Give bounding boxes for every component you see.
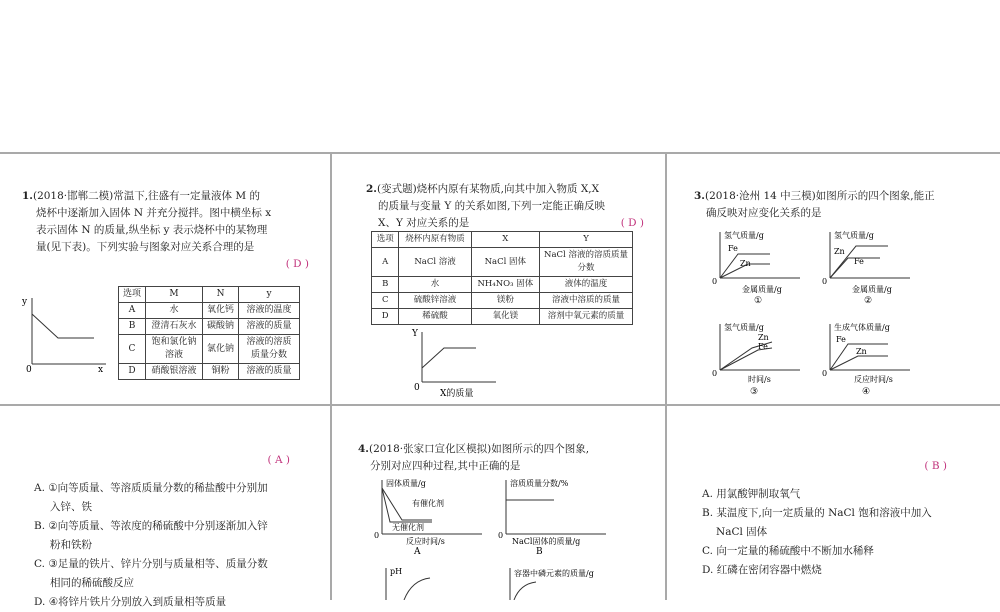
q2-x-label: X的质量 — [440, 389, 474, 399]
question-2-text: 2.(变式题)烧杯内原有某物质,向其中加入物质 X,X 的质量与变量 Y 的关系如图,下列一定能正确反映 X、Y 对应关系的是 ( D ) — [366, 181, 656, 232]
question-1-answer: ( D ) — [285, 258, 309, 270]
svg-text:氢气质量/g: 氢气质量/g — [724, 323, 764, 332]
q1-y-label: y — [22, 297, 28, 307]
svg-text:氢气质量/g: 氢气质量/g — [724, 231, 764, 240]
svg-text:金属质量/g: 金属质量/g — [852, 285, 892, 294]
svg-text:0: 0 — [498, 531, 504, 540]
svg-text:Fe: Fe — [758, 342, 768, 351]
svg-text:NaCl固体的质量/g: NaCl固体的质量/g — [512, 537, 581, 546]
question-4-graph-b — [496, 476, 616, 556]
question-2-graph — [400, 324, 510, 400]
svg-text:时间/s: 时间/s — [748, 375, 771, 384]
svg-text:①: ① — [754, 296, 763, 306]
svg-text:B: B — [536, 547, 543, 556]
question-3-graph-1 — [708, 226, 808, 306]
question-1-graph — [18, 292, 113, 374]
table-row: A 水 氧化钙 溶液的温度 — [119, 303, 300, 319]
svg-text:0: 0 — [374, 531, 380, 540]
left-column-divider — [330, 152, 332, 600]
svg-text:0: 0 — [822, 369, 828, 378]
svg-text:0: 0 — [712, 369, 718, 378]
question-3-graph-3 — [708, 318, 808, 398]
q2-y-label: Y — [412, 329, 418, 339]
question-4-answer: ( B ) — [924, 460, 947, 472]
question-3-graph-4 — [818, 318, 918, 398]
question-3-answer: ( A ) — [267, 454, 290, 466]
q2-origin: 0 — [414, 383, 420, 393]
svg-text:氢气质量/g: 氢气质量/g — [834, 231, 874, 240]
svg-text:②: ② — [864, 296, 873, 306]
svg-text:④: ④ — [862, 387, 871, 397]
table-row: C 硫酸锌溶液 镁粉 溶液中溶质的质量 — [372, 293, 633, 309]
svg-text:容器中磷元素的质量/g: 容器中磷元素的质量/g — [514, 569, 594, 578]
svg-text:Fe: Fe — [728, 244, 738, 253]
svg-text:0: 0 — [822, 277, 828, 286]
top-divider — [0, 152, 1000, 154]
question-2-answer: ( D ) — [620, 217, 644, 229]
table-row: C 饱和氯化钠溶液 氯化钠 溶液的溶质质量分数 — [119, 335, 300, 364]
question-2-table — [371, 231, 633, 325]
question-4-graph-c — [376, 562, 486, 600]
right-column-divider — [665, 152, 667, 600]
svg-text:无催化剂: 无催化剂 — [392, 523, 424, 532]
table-header-row: 选项 M N y — [119, 287, 300, 303]
middle-divider — [0, 404, 1000, 406]
question-1-text: 1.(2018·邯郸二模)常温下,往盛有一定量液体 M 的 烧杯中逐渐加入固体 N 并充分搅拌。图中横坐标 x 表示固体 N 的质量,纵坐标 y 表示烧杯中的某物理 量(见下表)。下列实验与图象对应关系合理的是 ( D ) — [22, 188, 317, 273]
table-row: B 澄清石灰水 碳酸钠 溶液的质量 — [119, 319, 300, 335]
question-3-text: 3.(2018·沧州 14 中三模)如图所示的四个图象,能正 确反映对应变化关系的是 — [694, 190, 935, 219]
svg-text:pH: pH — [390, 567, 403, 576]
table-row: A NaCl 溶液 NaCl 固体 NaCl 溶液的溶质质量分数 — [372, 248, 633, 277]
table-row: B 水 NH₄NO₃ 固体 液体的温度 — [372, 277, 633, 293]
table-row: D 稀硫酸 氧化镁 溶剂中氧元素的质量 — [372, 309, 633, 325]
svg-text:Zn: Zn — [740, 259, 751, 268]
q1-origin: 0 — [26, 365, 32, 374]
svg-text:生成气体质量/g: 生成气体质量/g — [834, 323, 890, 332]
svg-text:反应时间/s: 反应时间/s — [854, 375, 893, 384]
svg-text:反应时间/s: 反应时间/s — [406, 537, 445, 546]
svg-text:溶质质量分数/%: 溶质质量分数/% — [510, 479, 569, 488]
q1-x-label: x — [98, 365, 104, 374]
svg-text:金属质量/g: 金属质量/g — [742, 285, 782, 294]
svg-text:Zn: Zn — [834, 247, 845, 256]
svg-text:Fe: Fe — [836, 335, 846, 344]
question-3-options: ( A ) A. ①向等质量、等溶质质量分数的稀盐酸中分别加 入锌、铁 B. ②向等质量、等浓度的稀硫酸中分别逐渐加入锌 粉和铁粉 C. ③足量的铁片、锌片分别与质量相等、质量分数 相同的稀硫酸反应 D. ④将锌片铁片分别放入到质量相等质量 — [34, 452, 316, 612]
question-4-graph-a — [372, 476, 492, 556]
svg-text:Zn: Zn — [758, 333, 769, 342]
question-1-table — [118, 286, 300, 380]
svg-text:0: 0 — [712, 277, 718, 286]
table-row: D 硝酸银溶液 铜粉 溶液的质量 — [119, 364, 300, 380]
question-3-graph-2 — [818, 226, 918, 306]
question-4-text: 4.(2018·张家口宣化区模拟)如图所示的四个图象, 分别对应四种过程,其中正确的是 — [358, 443, 590, 472]
question-4-graph-d — [500, 562, 620, 600]
svg-text:Fe: Fe — [854, 257, 864, 266]
svg-text:A: A — [414, 547, 421, 556]
svg-text:Zn: Zn — [856, 347, 867, 356]
svg-text:有催化剂: 有催化剂 — [412, 499, 444, 508]
svg-text:固体质量/g: 固体质量/g — [386, 479, 426, 488]
table-header-row: 选项 烧杯内原有物质 X Y — [372, 232, 633, 248]
svg-text:③: ③ — [750, 387, 759, 397]
question-4-options: ( B ) A. 用氯酸钾制取氧气 B. 某温度下,向一定质量的 NaCl 饱和溶液中加入 NaCl 固体 C. 向一定量的稀硫酸中不断加水稀释 D. 红磷在密闭容器中燃烧 — [702, 458, 987, 580]
